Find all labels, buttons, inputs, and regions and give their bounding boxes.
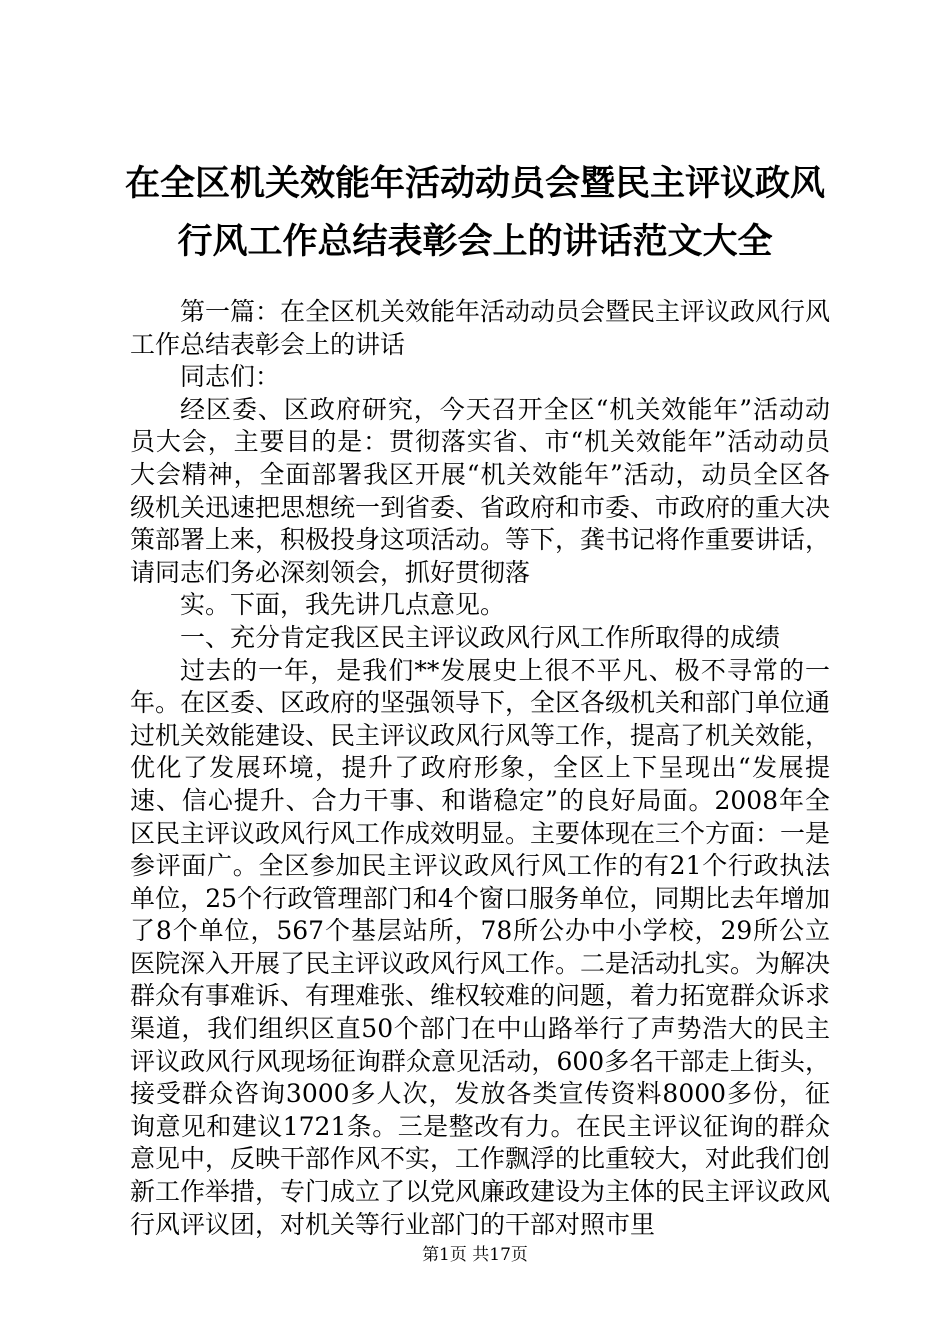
section-heading-1: 一、充分肯定我区民主评议政风行风工作所取得的成绩 xyxy=(180,622,781,652)
paragraph-salutation: 同志们： xyxy=(180,362,281,392)
document-title-line-1: 在全区机关效能年活动动员会暨民主评议政风 xyxy=(124,163,825,204)
document-title-line-2: 行风工作总结表彰会上的讲话范文大全 xyxy=(177,221,773,262)
paragraph-intro: 经区委、区政府研究，今天召开全区“机关效能年”活动动员大会，主要目的是：贯彻落实省、市“机关效能年”活动动员大会精神，全面部署我区开展“机关效能年”活动，动员全区各级机关迅速把思想统一到省委、省政府和市委、市政府的重大决策部署上来，积极投身这项活动。等下，龚书记将作重要讲话，请同志们务必深刻领会，抓好贯彻落 xyxy=(130,394,831,587)
page-footer: 第1页 共17页 xyxy=(422,1245,528,1265)
paragraph-achievements: 过去的一年，是我们**发展史上很不平凡、极不寻常的一年。在区委、区政府的坚强领导下，全区各级机关和部门单位通过机关效能建设、民主评议政风行风等工作，提高了机关效能，优化了发展环境，提升了政府形象，全区上下呈现出“发展提速、信心提升、合力干事、和谐稳定”的良好局面。2008年全区民主评议政风行风工作成效明显。主要体现在三个方面：一是参评面广。全区参加民主评议政风行风工作的有21个行政执法单位，25个行政管理部门和4个窗口服务单位，同期比去年增加了8个单位，567个基层站所，78所公办中小学校，29所公立医院深入开展了民主评议政风行风工作。二是活动扎实。为解决群众有事难诉、有理难张、维权较难的问题，着力拓宽群众诉求渠道，我们组织区直50个部门在中山路举行了声势浩大的民主评议政风行风现场征询群众意见活动，600多名干部走上街头，接受群众咨询3000多人次，发放各类宣传资料8000多份，征询意见和建议1721条。三是整改有力。在民主评议征询的群众意见中，反映干部作风不实，工作飘浮的比重较大，对此我们创新工作举措，专门成立了以党风廉政建设为主体的民主评议政风行风评议团，对机关等行业部门的干部对照市里 xyxy=(130,655,831,1239)
paragraph-intro-continuation: 实。下面，我先讲几点意见。 xyxy=(180,590,506,620)
document-body xyxy=(130,296,830,1241)
paragraph-chapter-heading: 第一篇：在全区机关效能年活动动员会暨民主评议政风行风工作总结表彰会上的讲话 xyxy=(130,297,831,359)
